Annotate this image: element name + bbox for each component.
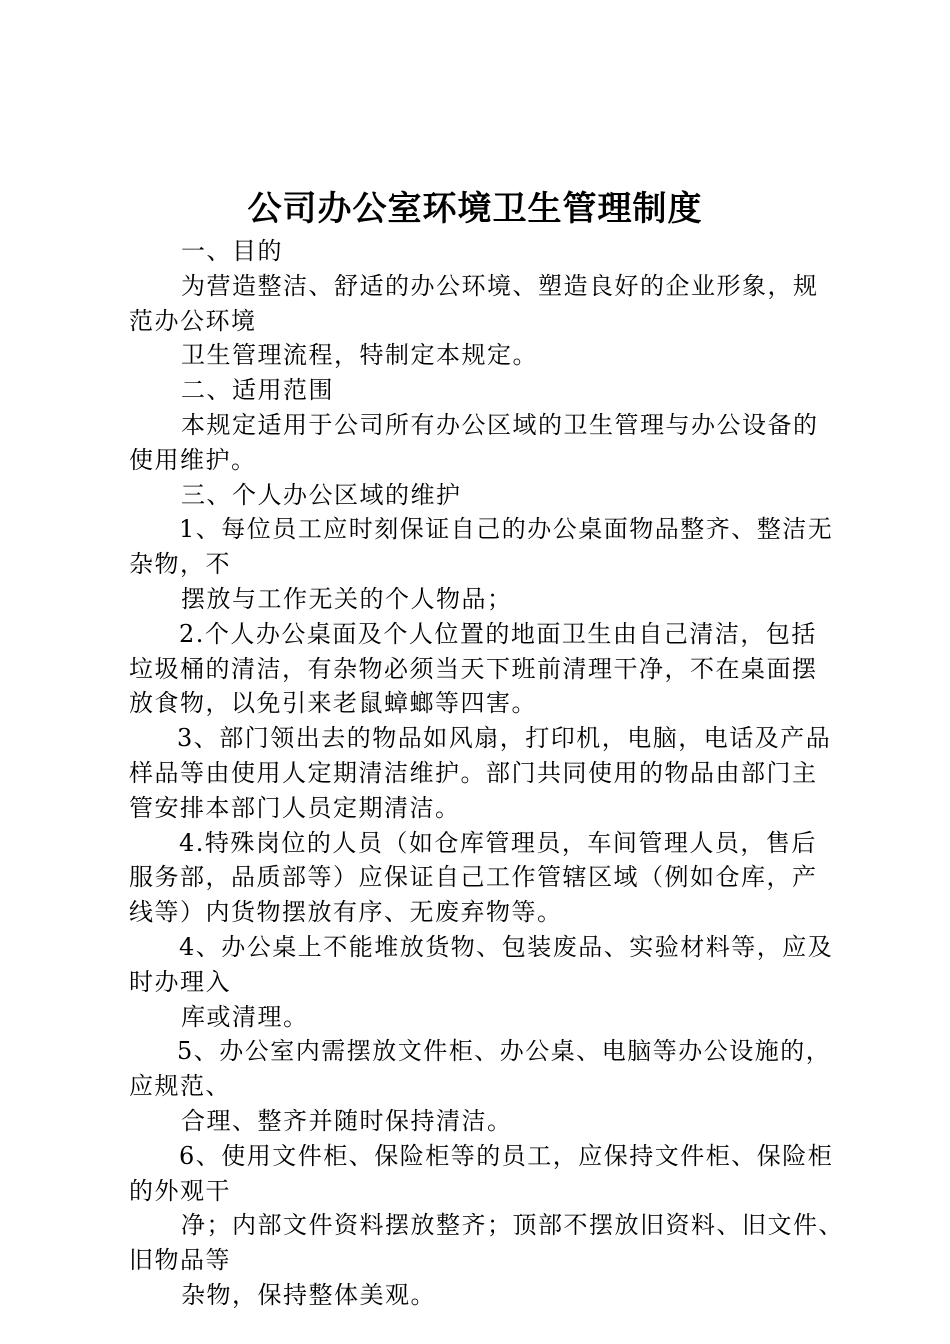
paragraph-line: 4、办公桌上不能堆放货物、包装废品、实验材料等，应及 [179,932,834,961]
paragraph-line: 3、部门领出去的物品如风扇，打印机，电脑，电话及产品 [177,724,832,753]
paragraph-line: 放食物，以免引来老鼠蟑螂等四害。 [129,689,537,718]
paragraph-line: 1、每位员工应时刻保证自己的办公桌面物品整齐、整洁无 [179,515,834,544]
paragraph-line: 旧物品等 [129,1246,231,1275]
paragraph-line: 管安排本部门人员定期清洁。 [129,793,461,822]
paragraph-line: 垃圾桶的清洁，有杂物必须当天下班前清理干净，不在桌面摆 [129,654,818,683]
paragraph-line: 线等）内货物摆放有序、无废弃物等。 [129,898,563,927]
paragraph-line: 本规定适用于公司所有办公区域的卫生管理与办公设备的 [181,410,819,439]
paragraph-line: 净；内部文件资料摆放整齐；顶部不摆放旧资料、旧文件、 [181,1211,844,1240]
paragraph-line: 合理、整齐并随时保持清洁。 [181,1106,513,1135]
paragraph-line: 服务部，品质部等）应保证自己工作管辖区域（例如仓库，产 [129,863,818,892]
paragraph-line: 杂物，不 [129,550,231,579]
paragraph-line: 5、办公室内需摆放文件柜、办公桌、电脑等办公设施的， [177,1037,832,1066]
section-heading-personal-area: 三、个人办公区域的维护 [181,480,462,509]
paragraph-line: 6、使用文件柜、保险柜等的员工，应保持文件柜、保险柜 [179,1141,834,1170]
paragraph-line: 卫生管理流程，特制定本规定。 [181,341,538,370]
section-heading-purpose: 一、目的 [181,237,283,265]
paragraph-line: 2.个人办公桌面及个人位置的地面卫生由自己清洁，包括 [179,619,817,648]
paragraph-line: 样品等由使用人定期清洁维护。部门共同使用的物品由部门主 [129,758,818,787]
paragraph-line: 时办理入 [129,967,231,996]
paragraph-line: 杂物，保持整体美观。 [181,1280,436,1309]
paragraph-line: 范办公环境 [129,306,257,335]
document-body [129,234,849,1313]
paragraph-line: 应规范、 [129,1072,231,1101]
paragraph-line: 的外观干 [129,1176,231,1205]
paragraph-line: 为营造整洁、舒适的办公环境、塑造良好的企业形象，规 [181,271,819,300]
paragraph-line: 使用维护。 [129,445,257,474]
document-title: 公司办公室环境卫生管理制度 [247,189,703,229]
paragraph-line: 摆放与工作无关的个人物品； [181,584,513,613]
section-heading-scope: 二、适用范围 [181,376,334,405]
paragraph-line: 库或清理。 [181,1002,309,1031]
paragraph-line: 4.特殊岗位的人员（如仓库管理员，车间管理人员，售后 [179,828,817,857]
